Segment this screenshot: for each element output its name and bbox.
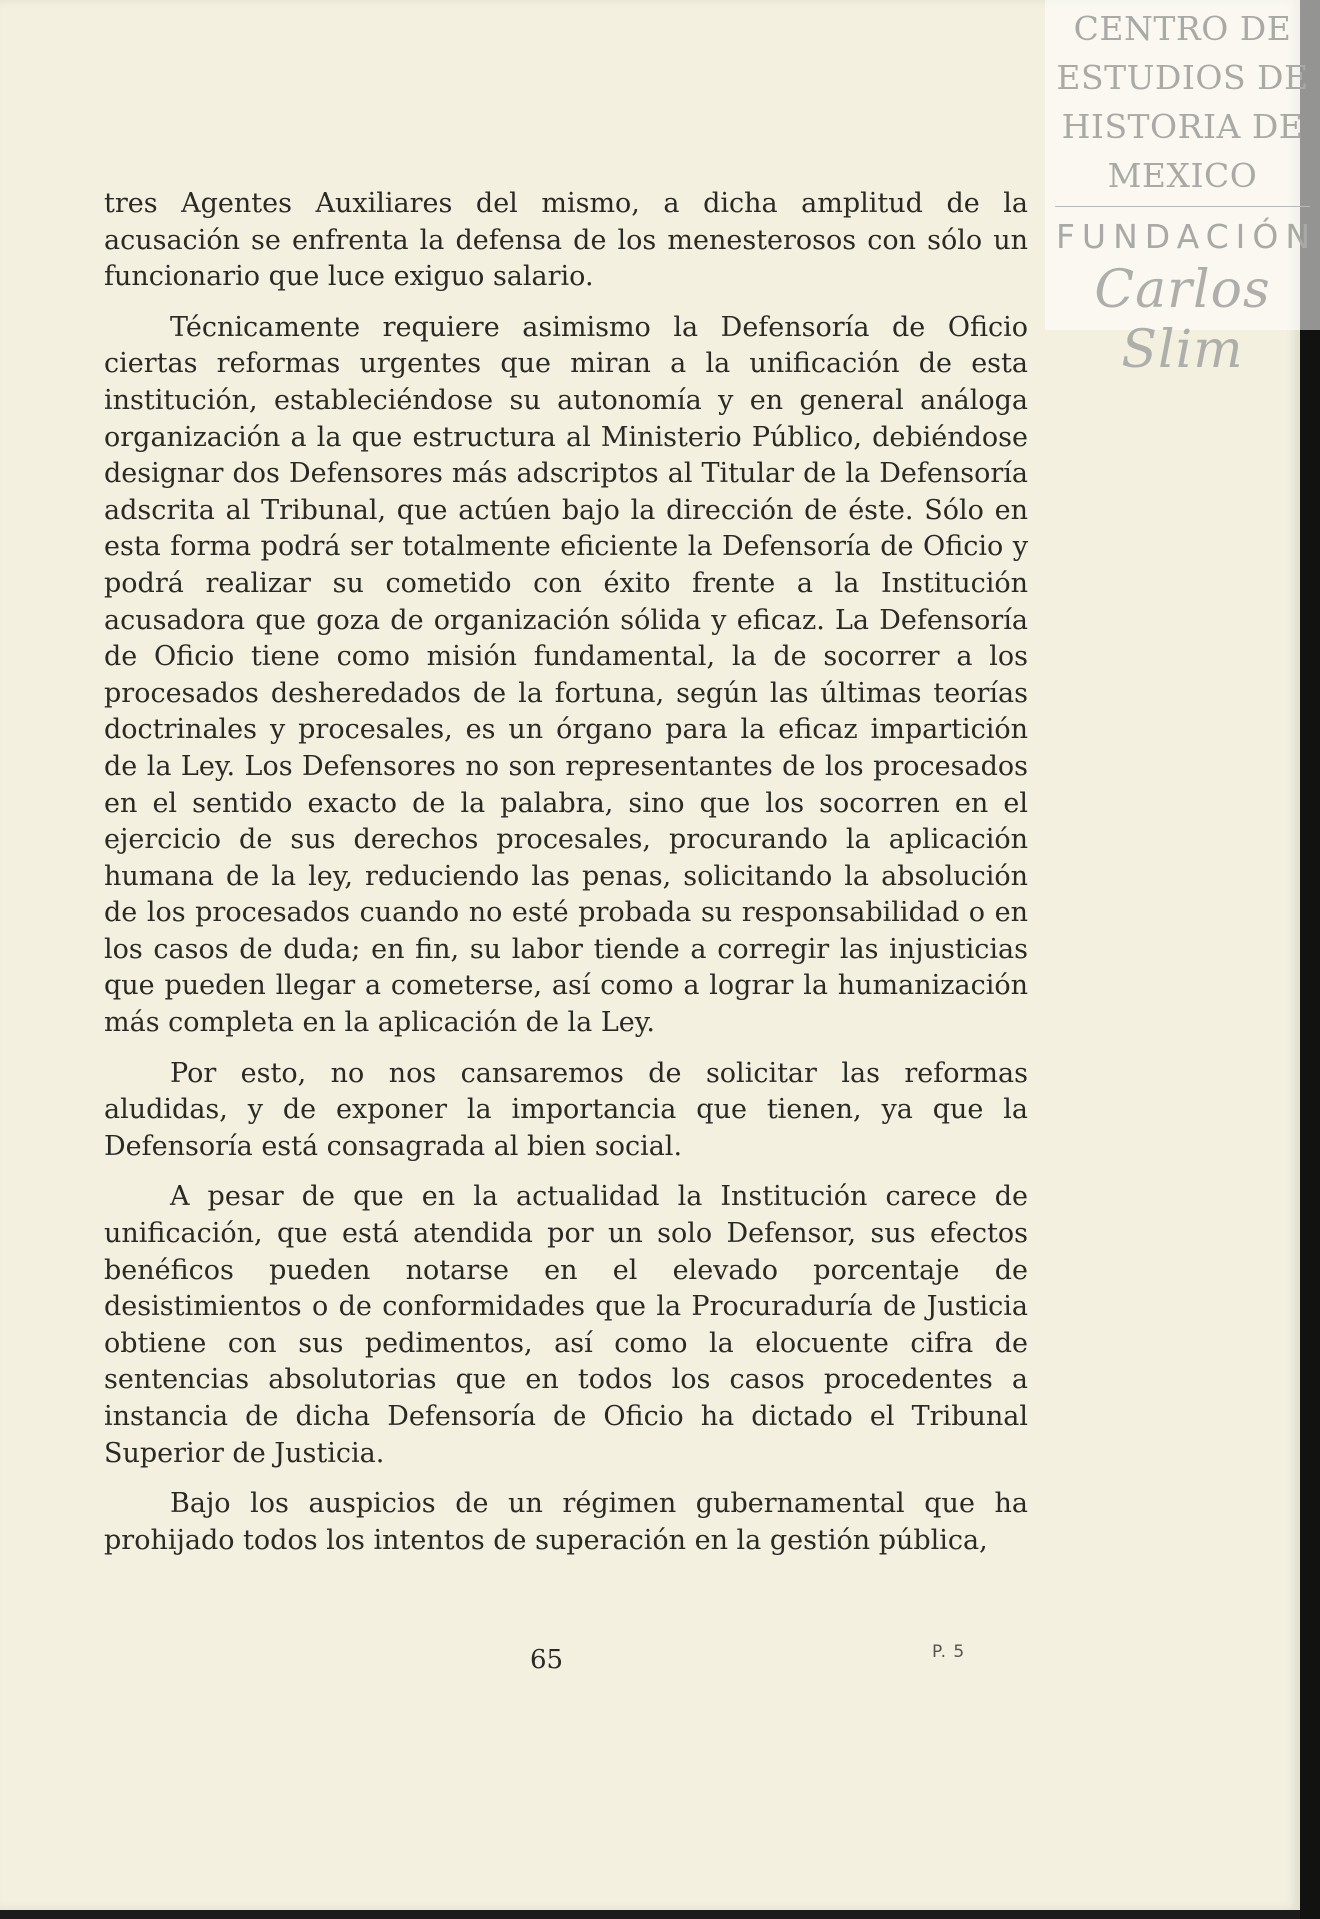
paragraph: Bajo los auspicios de un régimen gubernamental que ha prohijado todos los intentos de superación en la gestión pública, xyxy=(104,1488,1028,1556)
page-number: 65 xyxy=(530,1645,564,1675)
paragraph: A pesar de que en la actualidad la Institución carece de unificación, que está atendida por un solo Defensor, sus efectos benéficos pueden notarse en el elevado porcentaje de desistimientos o de conformidades que la Procuraduría de Justicia obtiene con sus pedimentos, así como la elocuente cifra de sentencias absolutorias que en todos los casos procedentes a instancia de dicha Defensoría de Oficio ha dictado el Tribunal Superior de Justicia. xyxy=(104,1181,1028,1469)
watermark-center-text: CENTRO DE ESTUDIOS DE HISTORIA DE MEXICO xyxy=(1056,9,1309,195)
page-reference: P. 5 xyxy=(932,1642,966,1662)
paragraph-continuation: tres Agentes Auxiliares del mismo, a dicha amplitud de la acusación se enfrenta la defensa de los menesterosos con sólo un funcionario que luce exiguo salario. xyxy=(104,188,1028,293)
watermark-signature: Carlos Slim xyxy=(1094,260,1271,380)
watermark-divider xyxy=(1055,206,1310,207)
paragraph: Técnicamente requiere asimismo la Defensoría de Oficio ciertas reformas urgentes que miran a la unificación de esta institución, estableciéndose su autonomía y en general análoga organización a la que estructura al Ministerio Público, debiéndose designar dos Defensores más adscriptos al Titular de la Defensoría adscrita al Tribunal, que actúen bajo la dirección de éste. Sólo en esta forma podrá ser totalmente eficiente la Defensoría de Oficio y podrá realizar su cometido con éxito frente a la Institución acusadora que goza de organización sólida y eficaz. La Defensoría de Oficio tiene como misión fundamental, la de socorrer a los procesados desheredados de la fortuna, según las últimas teorías doctrinales y procesales, es un órgano para la eficaz impartición de la Ley. Los Defensores no son representantes de los procesados en el sentido exacto de la palabra, sino que los socorren en el ejercicio de sus derechos procesales, procurando la aplicación humana de la ley, reduciendo las penas, solicitando la absolución de los procesados cuando no esté probada su responsabilidad o en los casos de duda; en fin, su labor tiende a corregir las injusticias que pueden llegar a cometerse, así como a lograr la humanización más completa en la aplicación de la Ley. xyxy=(104,311,1028,1039)
paragraph: Por esto, no nos cansaremos de solicitar las reformas aludidas, y de exponer la importancia que tienen, ya que la Defensoría está consagrada al bien social. xyxy=(104,1057,1028,1162)
watermark-fundacion: FUNDACIÓN xyxy=(1055,217,1318,256)
body-text xyxy=(104,186,1028,1559)
watermark-logo xyxy=(1045,0,1320,380)
